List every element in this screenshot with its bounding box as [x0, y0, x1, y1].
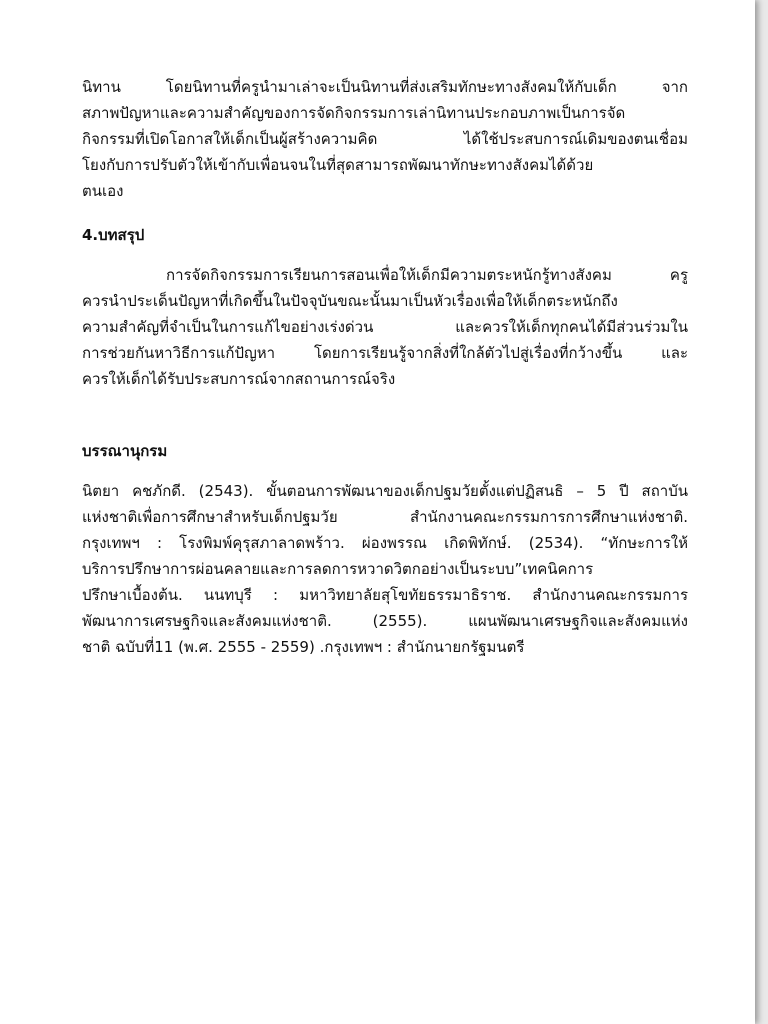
reference-line: ชาติ ฉบับที่11 (พ.ศ. 2555 - 2559) .กรุงเทพฯ : สำนักนายกรัฐมนตรี: [82, 638, 525, 656]
bibliography-section: [82, 438, 688, 660]
conclusion-heading: 4.บทสรุป: [82, 226, 145, 244]
document-body: [82, 74, 688, 660]
paragraph-line: สภาพปัญหาและความสำคัญของการจัดกิจกรรมการเล่านิทานประกอบภาพเป็นการจัด: [82, 104, 626, 122]
reference-line: กรุงเทพฯ : โรงพิมพ์คุรุสภาลาดพร้าว. ผ่องพรรณ เกิดพิทักษ์. (2534). “ทักษะการให้: [82, 534, 688, 552]
paragraph-line: กิจกรรมที่เปิดโอกาสให้เด็กเป็นผู้สร้างความคิด ได้ใช้ประสบการณ์เดิมของตนเชื่อม: [82, 130, 688, 148]
paragraph-line: นิทาน โดยนิทานที่ครูนำมาเล่าจะเป็นนิทานที่ส่งเสริมทักษะทางสังคมให้กับเด็ก จาก: [82, 78, 688, 96]
paragraph-line: การจัดกิจกรรมการเรียนการสอนเพื่อให้เด็กมีความตระหนักรู้ทางสังคม ครู: [166, 266, 688, 284]
reference-line: แห่งชาติเพื่อการศึกษาสำหรับเด็กปฐมวัย สำนักงานคณะกรรมการการศึกษาแห่งชาติ.: [82, 508, 688, 526]
conclusion-section: [82, 222, 688, 392]
reference-line: ปรึกษาเบื้องต้น. นนทบุรี : มหาวิทยาลัยสุโขทัยธรรมาธิราช. สำนักงานคณะกรรมการ: [82, 586, 688, 604]
reference-line: บริการปรึกษาการผ่อนคลายและการลดการหวาดวิตกอย่างเป็นระบบ”เทคนิคการ: [82, 560, 594, 578]
paragraph-line: การช่วยกันหาวิธีการแก้ปัญหา โดยการเรียนรู้จากสิ่งที่ใกล้ตัวไปสู่เรื่องที่กว้างขึ้น และ: [82, 344, 688, 362]
paragraph-line: ความสำคัญที่จำเป็นในการแก้ไขอย่างเร่งด่วน และควรให้เด็กทุกคนได้มีส่วนร่วมใน: [82, 318, 688, 336]
intro-paragraph: [82, 74, 688, 204]
paragraph-line: ควรนำประเด็นปัญหาที่เกิดขึ้นในปัจจุบันขณะนั้นมาเป็นหัวเรื่องเพื่อให้เด็กตระหนักถึง: [82, 292, 618, 310]
reference-line: นิตยา คชภักดี. (2543). ขั้นตอนการพัฒนาของเด็กปฐมวัยตั้งแต่ปฏิสนธิ – 5 ปี สถาบัน: [82, 482, 688, 500]
reference-line: พัฒนาการเศรษฐกิจและสังคมแห่งชาติ. (2555). แผนพัฒนาเศรษฐกิจและสังคมแห่ง: [82, 612, 688, 630]
paragraph-line: ควรให้เด็กได้รับประสบการณ์จากสถานการณ์จริง: [82, 370, 396, 388]
paragraph-line: ตนเอง: [82, 182, 124, 200]
bibliography-heading: บรรณานุกรม: [82, 442, 168, 460]
paragraph-line: โยงกับการปรับตัวให้เข้ากับเพื่อนจนในที่สุดสามารถพัฒนาทักษะทางสังคมได้ด้วย: [82, 156, 594, 174]
